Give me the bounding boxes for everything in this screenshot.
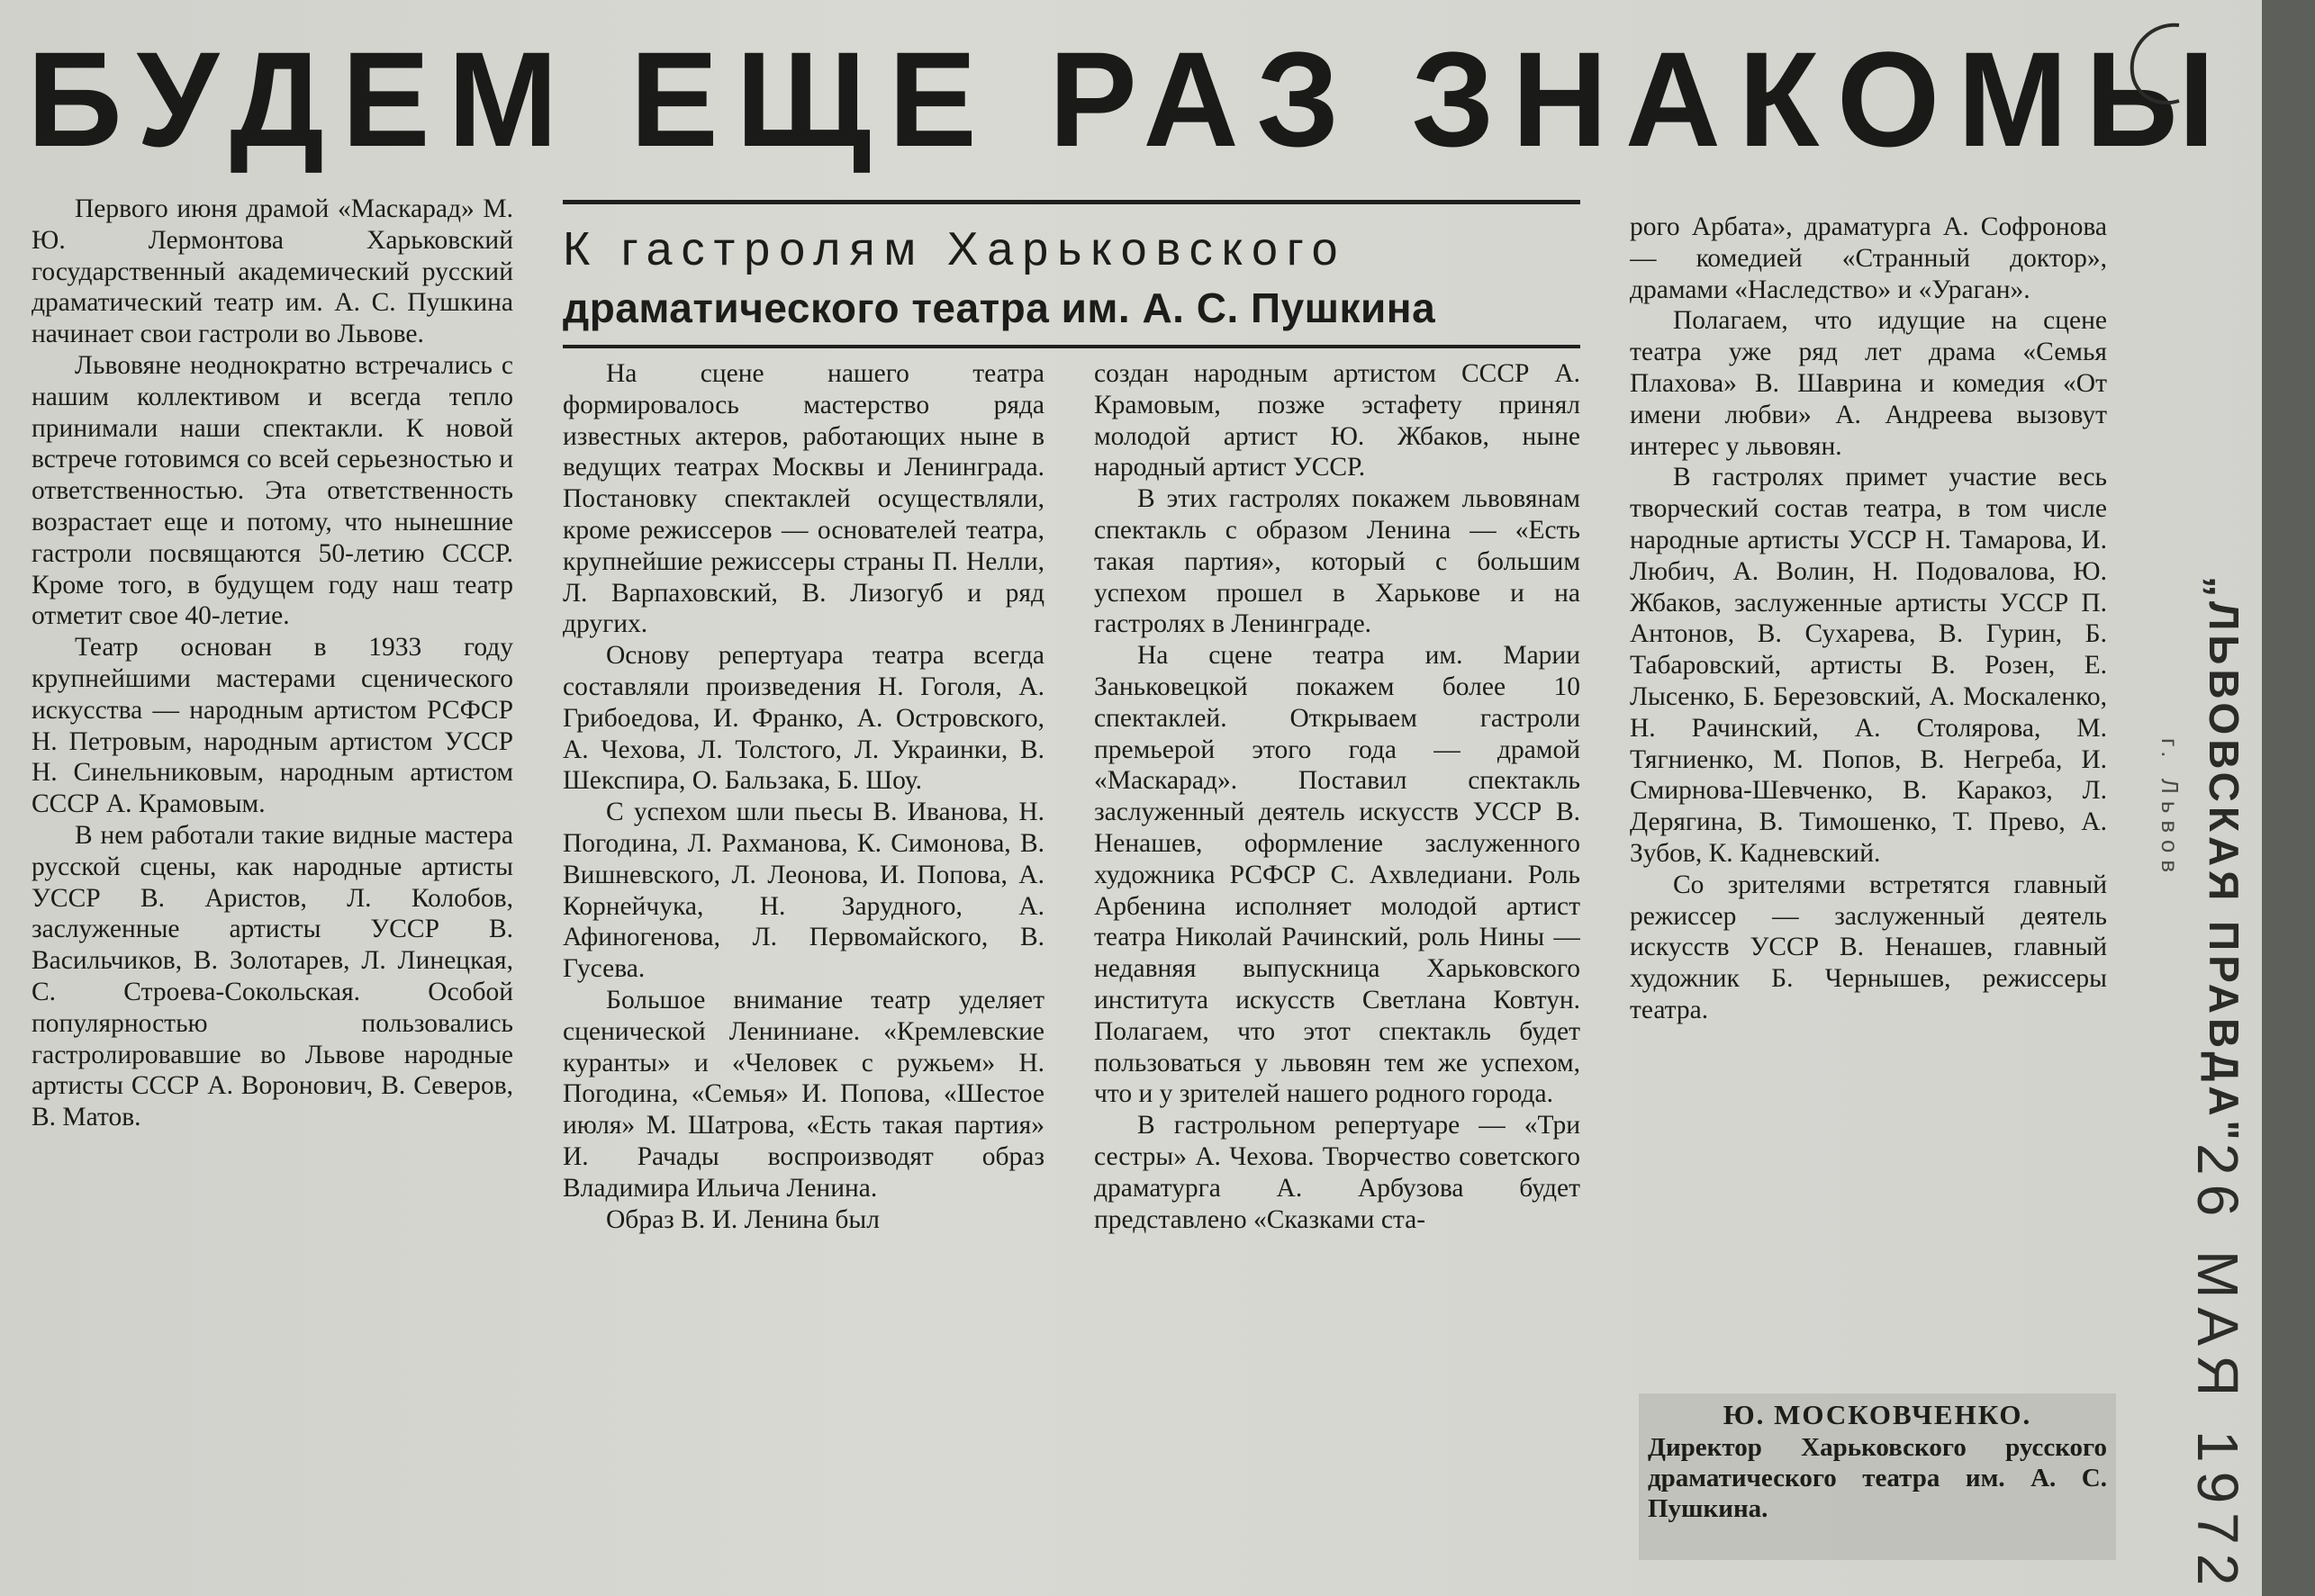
subhead-rule-top (563, 200, 1580, 204)
scan-background-edge (2262, 0, 2315, 1596)
paragraph: В нем работали такие видные мастера русской сцены, как народные артисты УССР В. Аристов, Л. Колобов, заслуженные артисты УССР В. Васильчиков, В. Золотарев, Л. Линецкая, С. Строева-Сокольская. Особой популярностью пользовались гастролировавшие во Львове народные артисты СССР А. Воронович, В. Северов, В. Матов. (32, 820, 513, 1132)
paragraph: Первого июня драмой «Маскарад» М. Ю. Лермонтова Харьковский государственный академический русский драматический театр им. А. С. Пушкина начинает свои гастроли во Львове. (32, 194, 513, 349)
paragraph: Львовяне неоднократно встречались с нашим коллективом и всегда тепло принимали наши спектакли. К новой встрече готовимся со всей серьезностью и ответственностью. Эта ответственность возрастает еще и потому, что нынешние гастроли посвящаются 50-летию СССР. Кроме того, в будущем году наш театр отметит свое 40-летие. (32, 350, 513, 631)
paragraph: Полагаем, что идущие на сцене театра уже ряд лет драма «Семья Плахова» В. Шаврина и комедия «От имени любви» А. Андреева вызовут интерес у львовян. (1630, 306, 2107, 461)
paragraph: В гастрольном репертуаре — «Три сестры» А. Чехова. Творчество советского драматурга А. Арбузова будет представлено «Сказками ста- (1094, 1111, 1580, 1234)
article-column-4 (1630, 212, 2107, 1481)
paragraph: Театр основан в 1933 году крупнейшими мастерами сценического искусства — народным артистом РСФСР Н. Петровым, народным артистом УССР Н. Синельниковым, народным артистом СССР А. Крамовым. (32, 633, 513, 819)
newspaper-name: „ЛЬВОВСКАЯ ПРАВДА" (2201, 576, 2247, 1145)
author-signature (1648, 1400, 2107, 1524)
subheadline (563, 196, 1580, 354)
author-name: Ю. МОСКОВЧЕНКО. (1723, 1399, 2032, 1430)
subhead-line-2: драматического театра им. А. С. Пушкина (563, 284, 1436, 331)
article-column-1 (32, 194, 513, 1548)
subhead-line-1: К гастролям Харьковского (563, 223, 1347, 275)
headline: БУДЕМ ЕЩЕ РАЗ ЗНАКОМЫ (27, 23, 2233, 175)
paragraph: На сцене нашего театра формировалось мастерство ряда известных актеров, работающих ныне в ведущих театрах Москвы и Ленинграда. Постановку спектаклей осуществляли, кроме режиссеров — основателей театра, крупнейшие режиссеры страны П. Нелли, Л. Варпаховский, В. Лизогуб и ряд других. (563, 359, 1044, 639)
paragraph: В гастролях примет участие весь творческий состав театра, в том числе народные артисты УССР Н. Тамарова, И. Любич, А. Волин, Н. Подовалова, Ю. Жбаков, заслуженные артисты УССР П. Антонов, В. Сухарева, В. Гурин, Б. Табаровский, артисты В. Розен, Е. Лысенко, Б. Березовский, А. Москаленко, Н. Рачинский, А. Столярова, М. Тягниенко, М. Попов, В. Негреба, И. Смирнова-Шевченко, В. Каракоз, Л. Дерягина, В. Тимошенко, Т. Прево, А. Зубов, К. Кадневский. (1630, 463, 2107, 868)
paragraph: Основу репертуара театра всегда составляли произведения Н. Гоголя, А. Грибоедова, И. Франко, А. Островского, А. Чехова, Л. Толстого, Л. Украинки, В. Шекспира, О. Бальзака, Б. Шоу. (563, 641, 1044, 796)
paragraph: На сцене театра им. Марии Заньковецкой покажем более 10 спектаклей. Открываем гастроли премьерой этого года — драмой «Маскарад». Поставил спектакль заслуженный деятель искусств УССР В. Ненашев, оформление заслуженного художника РСФСР С. Ахвледиани. Роль Арбенина исполняет молодой артист театра Николай Рачинский, роль Нины — недавняя выпускница Харьковского института искусств Светлана Ковтун. Полагаем, что этот спектакль будет пользоваться у львовян тем же успехом, что и у зрителей нашего родного города. (1094, 641, 1580, 1109)
article-column-2 (563, 358, 1044, 1564)
subhead-rule-bottom (563, 345, 1580, 348)
paragraph: С успехом шли пьесы В. Иванова, Н. Погодина, Л. Рахманова, К. Симонова, В. Вишневского, Л. Леонова, И. Попова, А. Корнейчука, Н. Зарудного, А. Афиногенова, Л. Первомайского, В. Гусева. (563, 798, 1044, 984)
date-label: 26 МАЯ 1972 (2185, 1143, 2250, 1595)
paragraph: Большое внимание театр уделяет сценической Лениниане. «Кремлевские куранты» и «Человек с ружьем» Н. Погодина, «Семья» И. Попова, «Шестое июля» М. Шатрова, «Есть такая партия» И. Рачады воспроизводят образ Владимира Ильича Ленина. (563, 985, 1044, 1203)
author-title: Директор Харьковского русского драматического театра им. А. С. Пушкина. (1648, 1433, 2107, 1523)
paragraph-continued: рого Арбата», драматурга А. Софронова — комедией «Странный доктор», драмами «Наследство» и «Ураган». (1630, 212, 2107, 304)
paragraph-continued: создан народным артистом СССР А. Крамовым, позже эстафету принял молодой артист Ю. Жбаков, ныне народный артист УССР. (1094, 359, 1580, 482)
article-column-3 (1094, 358, 1580, 1564)
date-stamp (2177, 1143, 2258, 1595)
paragraph: В этих гастролях покажем львовянам спектакль с образом Ленина — «Есть такая партия», который с большим успехом прошел в Харькове и на гастролях в Ленинграде. (1094, 484, 1580, 639)
paragraph: Со зрителями встретятся главный режиссер — заслуженный деятель искусств УССР В. Ненашев, главный художник Б. Чернышев, режиссеры театра. (1630, 870, 2107, 1024)
pen-mark-icon (2116, 18, 2197, 117)
city-label: г. Львов (2157, 738, 2184, 880)
paragraph: Образ В. И. Ленина был (606, 1204, 880, 1234)
